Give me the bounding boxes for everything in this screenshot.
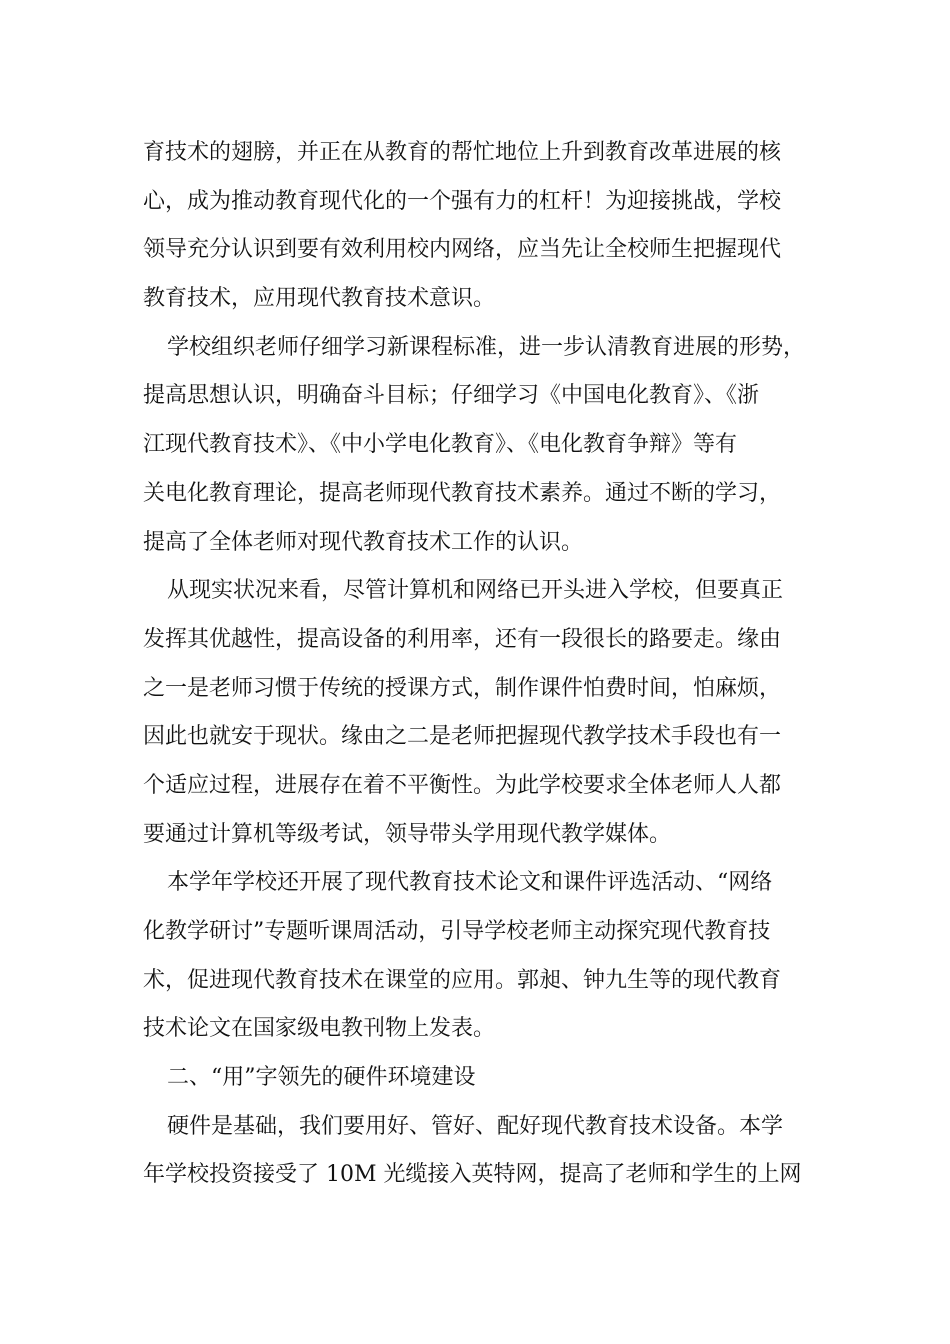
text-line: 从现实状况来看，尽管计算机和网络已开头进入学校，但要真正 [167, 578, 784, 604]
text-line: 之一是老师习惯于传统的授课方式，制作课件怕费时间，怕麻烦， [143, 675, 782, 701]
text-line: 术，促进现代教育技术在课堂的应用。郭昶、钟九生等的现代教育 [143, 967, 782, 993]
text-line: 硬件是基础，我们要用好、管好、配好现代教育技术设备。本学 [167, 1113, 784, 1139]
text-line: 本学年学校还开展了现代教育技术论文和课件评选活动、“网络 [167, 870, 773, 896]
text-line: 心，成为推动教育现代化的一个强有力的杠杆！为迎接挑战，学校 [143, 188, 782, 214]
text-line: 提高思想认识，明确奋斗目标；仔细学习《中国电化教育》、《浙 [143, 383, 760, 409]
text-line: 个适应过程，进展存在着不平衡性。为此学校要求全体老师人人都 [143, 772, 782, 798]
text-line: 教育技术，应用现代教育技术意识。 [143, 286, 496, 312]
text-line: 关电化教育理论，提高老师现代教育技术素养。通过不断的学习， [143, 480, 782, 506]
text-line: 二、“用”字领先的硬件环境建设 [167, 1065, 476, 1091]
text-line: 年学校投资接受了 10M 光缆接入英特网，提高了老师和学生的上网 [143, 1162, 802, 1188]
text-line: 化教学研讨”专题听课周活动，引导学校老师主动探究现代教育技 [143, 919, 771, 944]
document-body [143, 129, 833, 1200]
text-line: 发挥其优越性，提高设备的利用率，还有一段很长的路要走。缘由 [143, 626, 782, 652]
text-line: 学校组织老师仔细学习新课程标准，进一步认清教育进展的形势， [167, 334, 806, 360]
text-line: 要通过计算机等级考试，领导带头学用现代教学媒体。 [143, 821, 672, 847]
text-line: 育技术的翅膀，并正在从教育的帮忙地位上升到教育改革进展的核 [143, 140, 782, 165]
text-line: 领导充分认识到要有效利用校内网络，应当先让全校师生把握现代 [143, 237, 782, 263]
text-line: 因此也就安于现状。缘由之二是老师把握现代教学技术手段也有一 [143, 724, 782, 750]
text-line: 提高了全体老师对现代教育技术工作的认识。 [143, 529, 584, 555]
text-line: 江现代教育技术》、《中小学电化教育》、《电化教育争辩》等有 [143, 432, 738, 458]
text-line: 技术论文在国家级电教刊物上发表。 [143, 1016, 496, 1042]
